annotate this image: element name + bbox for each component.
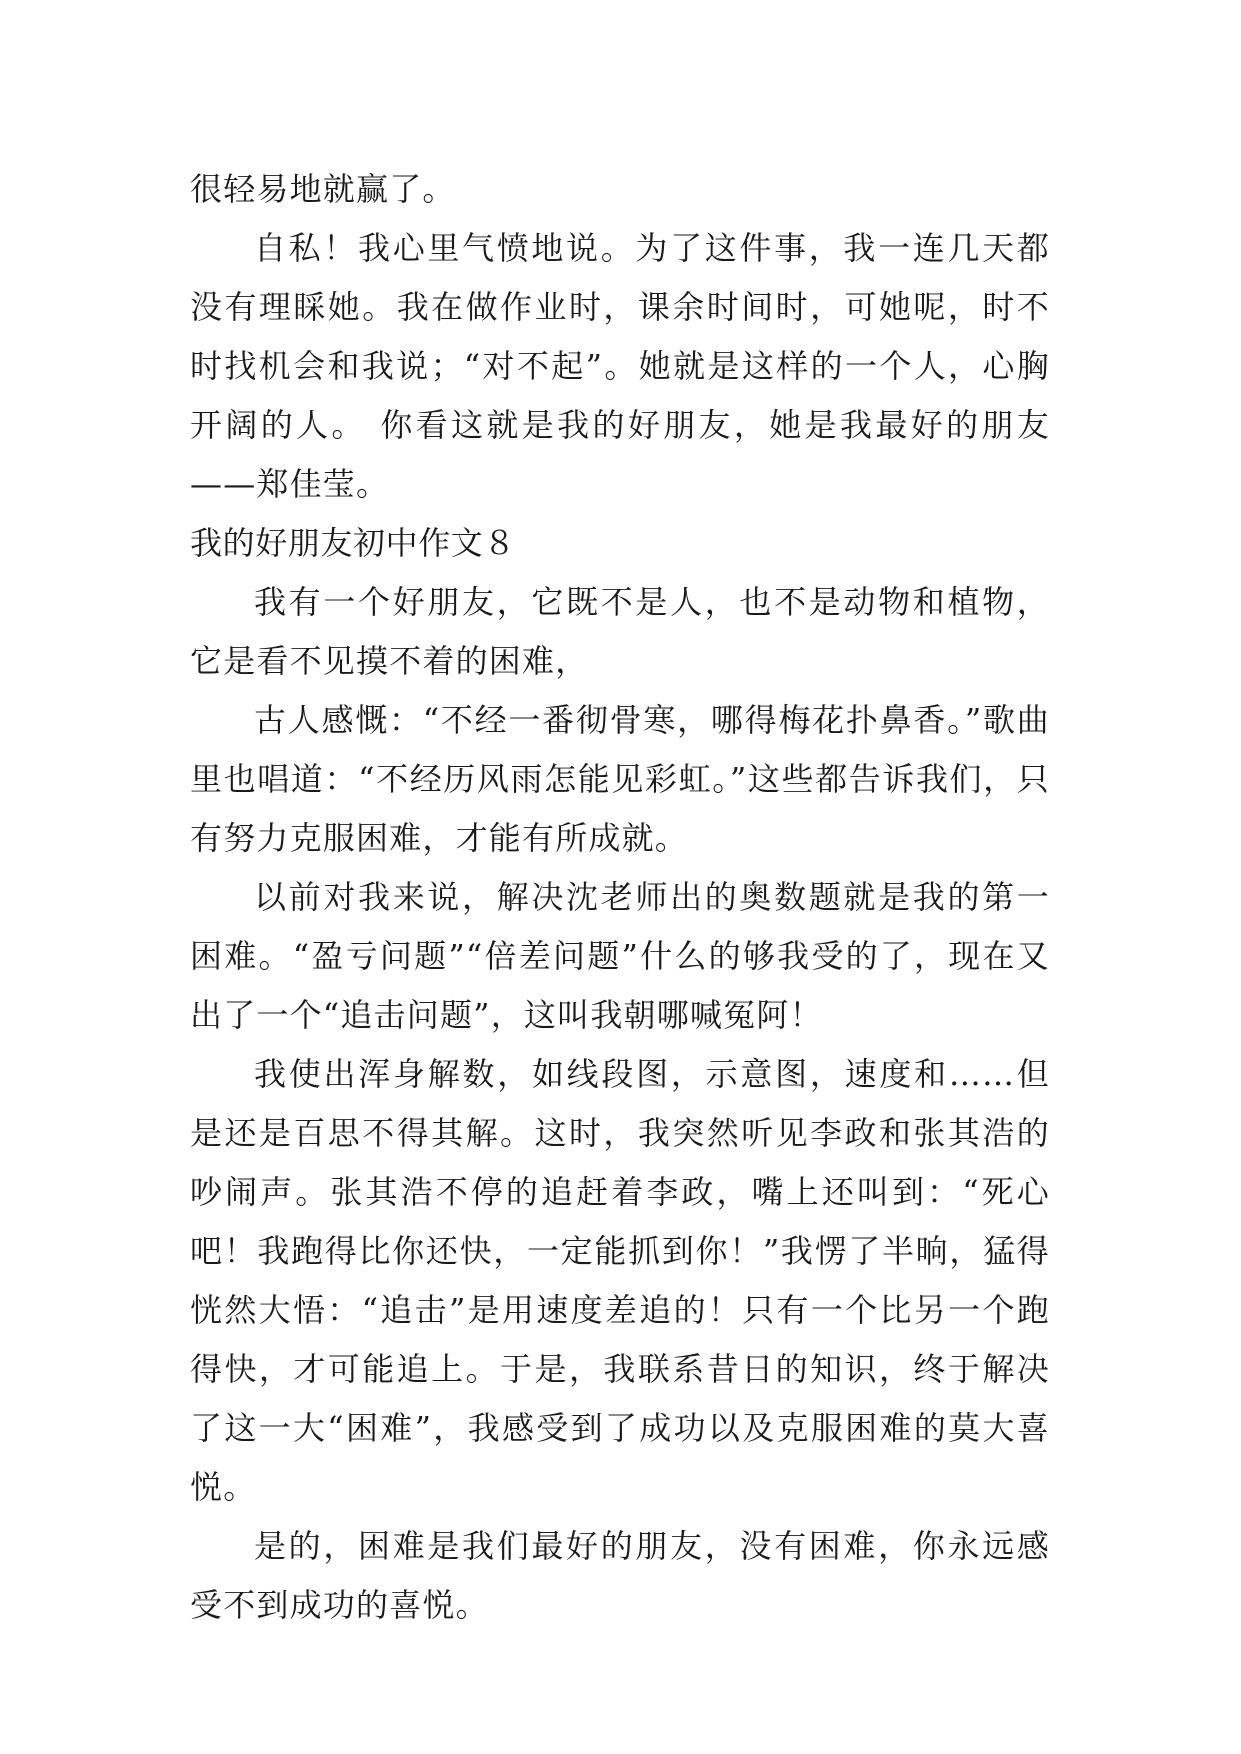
section-heading: 我的好朋友初中作文８ <box>190 524 517 562</box>
paragraph: 古人感慨：“不经一番彻骨寒，哪得梅花扑鼻香。”歌曲里也唱道：“不经历风雨怎能见彩虹。”这些都告诉我们，只有努力克服困难，才能有所成就。 <box>190 701 1050 857</box>
paragraph: 自私！我心里气愤地说。为了这件事，我一连几天都没有理睬她。我在做作业时，课余时间时，可她呢，时不时找机会和我说；“对不起”。她就是这样的一个人，心胸开阔的人。 你看这就是我的好朋友，她是我最好的朋友——郑佳莹。 <box>190 229 1050 503</box>
paragraph: 以前对我来说，解决沈老师出的奥数题就是我的第一困难。“盈亏问题”“倍差问题”什么的够我受的了，现在又出了一个“追击问题”，这叫我朝哪喊冤阿！ <box>190 878 1050 1034</box>
paragraph: 是的，困难是我们最好的朋友，没有困难，你永远感受不到成功的喜悦。 <box>190 1527 1050 1624</box>
document-body <box>190 160 1050 1635</box>
paragraph-continuation: 很轻易地就赢了。 <box>190 170 456 208</box>
paragraph: 我使出浑身解数，如线段图，示意图，速度和……但是还是百思不得其解。这时，我突然听见李政和张其浩的吵闹声。张其浩不停的追赶着李政，嘴上还叫到：“死心吧！我跑得比你还快，一定能抓到你！”我愣了半晌，猛得恍然大悟：“追击”是用速度差追的！只有一个比另一个跑得快，才可能追上。于是，我联系昔日的知识，终于解决了这一大“困难”，我感受到了成功以及克服困难的莫大喜悦。 <box>190 1055 1050 1506</box>
paragraph: 我有一个好朋友，它既不是人，也不是动物和植物，它是看不见摸不着的困难， <box>190 583 1050 680</box>
